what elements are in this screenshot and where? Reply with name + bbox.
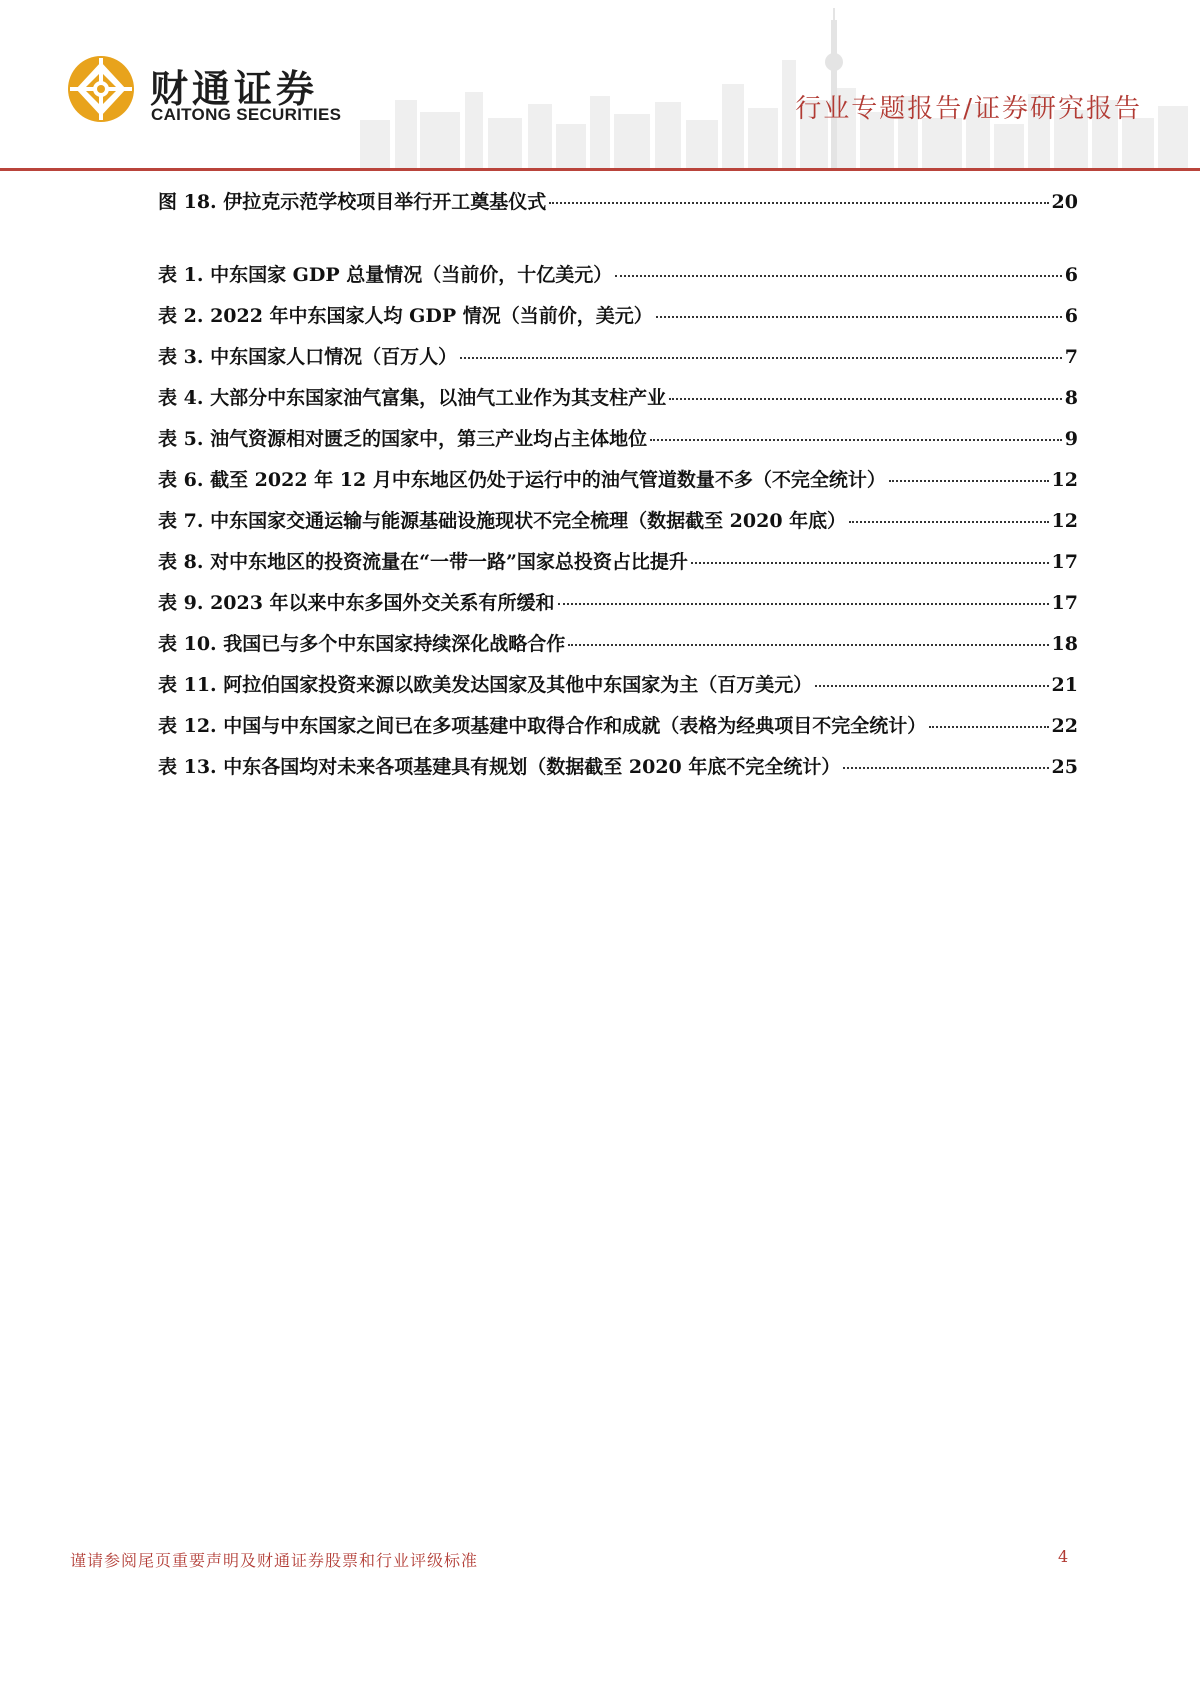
toc-entry-page: 22 (1051, 715, 1078, 737)
header-divider (0, 168, 1200, 171)
toc-entry-title: 表 2. 2022 年中东国家人均 GDP 情况（当前价，美元） (158, 305, 653, 327)
toc-entry-title: 表 8. 对中东地区的投资流量在“一带一路”国家总投资占比提升 (158, 551, 688, 573)
toc-entry[interactable] (158, 711, 1078, 752)
dot-leader (843, 767, 1048, 769)
toc-entry-page: 12 (1051, 510, 1078, 532)
toc-entry-title: 表 7. 中东国家交通运输与能源基础设施现状不完全梳理（数据截至 2020 年底） (158, 510, 847, 532)
toc-entry-title: 表 3. 中东国家人口情况（百万人） (158, 346, 458, 368)
toc-entry[interactable] (158, 301, 1078, 342)
toc-entry-page: 17 (1051, 592, 1078, 614)
toc-entry[interactable] (158, 506, 1078, 547)
logo-chinese-name: 财通证券 (150, 67, 319, 111)
toc-entry-page: 25 (1051, 756, 1078, 778)
toc-entry-title: 表 5. 油气资源相对匮乏的国家中，第三产业均占主体地位 (158, 428, 648, 450)
toc-entry[interactable] (158, 629, 1078, 670)
dot-leader (815, 685, 1048, 687)
dot-leader (650, 439, 1062, 441)
dot-leader (656, 316, 1062, 318)
footer-disclaimer: 谨请参阅尾页重要声明及财通证券股票和行业评级标准 (70, 1551, 479, 1570)
dot-leader (929, 726, 1048, 728)
section-gap (158, 228, 1078, 260)
toc-entry[interactable] (158, 342, 1078, 383)
toc-entry-page: 6 (1064, 264, 1078, 286)
toc-entry-title: 表 11. 阿拉伯国家投资来源以欧美发达国家及其他中东国家为主（百万美元） (158, 674, 813, 696)
toc-entry[interactable] (158, 670, 1078, 711)
dot-leader (558, 603, 1049, 605)
caitong-logo-icon (66, 54, 136, 124)
toc-entry-page: 21 (1051, 674, 1078, 696)
toc-entry-page: 17 (1051, 551, 1078, 573)
dot-leader (691, 562, 1049, 564)
toc-entry[interactable] (158, 424, 1078, 465)
toc-entry[interactable] (158, 465, 1078, 506)
toc-entry-title: 表 10. 我国已与多个中东国家持续深化战略合作 (158, 633, 566, 655)
dot-leader (568, 644, 1048, 646)
toc-entry-title: 表 4. 大部分中东国家油气富集，以油气工业作为其支柱产业 (158, 387, 667, 409)
toc-entry-title: 表 6. 截至 2022 年 12 月中东地区仍处于运行中的油气管道数量不多（不完全统计） (158, 469, 886, 491)
toc-entry[interactable] (158, 187, 1078, 228)
toc-entry-page: 20 (1051, 191, 1078, 213)
dot-leader (549, 202, 1048, 204)
table-of-contents (158, 187, 1078, 793)
report-type-label: 行业专题报告/证券研究报告 (795, 94, 1142, 124)
toc-entry-title: 表 13. 中东各国均对未来各项基建具有规划（数据截至 2020 年底不完全统计） (158, 756, 841, 778)
toc-entry[interactable] (158, 588, 1078, 629)
toc-entry-title: 表 9. 2023 年以来中东多国外交关系有所缓和 (158, 592, 555, 614)
toc-entry-page: 18 (1051, 633, 1078, 655)
toc-entry-title: 图 18. 伊拉克示范学校项目举行开工奠基仪式 (158, 191, 547, 213)
dot-leader (849, 521, 1048, 523)
logo-english-name: CAITONG SECURITIES (151, 105, 342, 124)
toc-entry-page: 6 (1064, 305, 1078, 327)
dot-leader (460, 357, 1062, 359)
toc-entry-page: 8 (1064, 387, 1078, 409)
toc-entry[interactable] (158, 260, 1078, 301)
toc-entry[interactable] (158, 547, 1078, 588)
page-header (0, 0, 1200, 172)
toc-entry[interactable] (158, 752, 1078, 793)
toc-entry-page: 12 (1051, 469, 1078, 491)
toc-entry-title: 表 12. 中国与中东国家之间已在多项基建中取得合作和成就（表格为经典项目不完全统计） (158, 715, 927, 737)
dot-leader (669, 398, 1062, 400)
toc-entry[interactable] (158, 383, 1078, 424)
toc-entry-page: 9 (1064, 428, 1078, 450)
toc-entry-page: 7 (1064, 346, 1078, 368)
dot-leader (615, 275, 1061, 277)
page-number: 4 (1058, 1547, 1069, 1566)
toc-entry-title: 表 1. 中东国家 GDP 总量情况（当前价，十亿美元） (158, 264, 613, 286)
dot-leader (889, 480, 1049, 482)
